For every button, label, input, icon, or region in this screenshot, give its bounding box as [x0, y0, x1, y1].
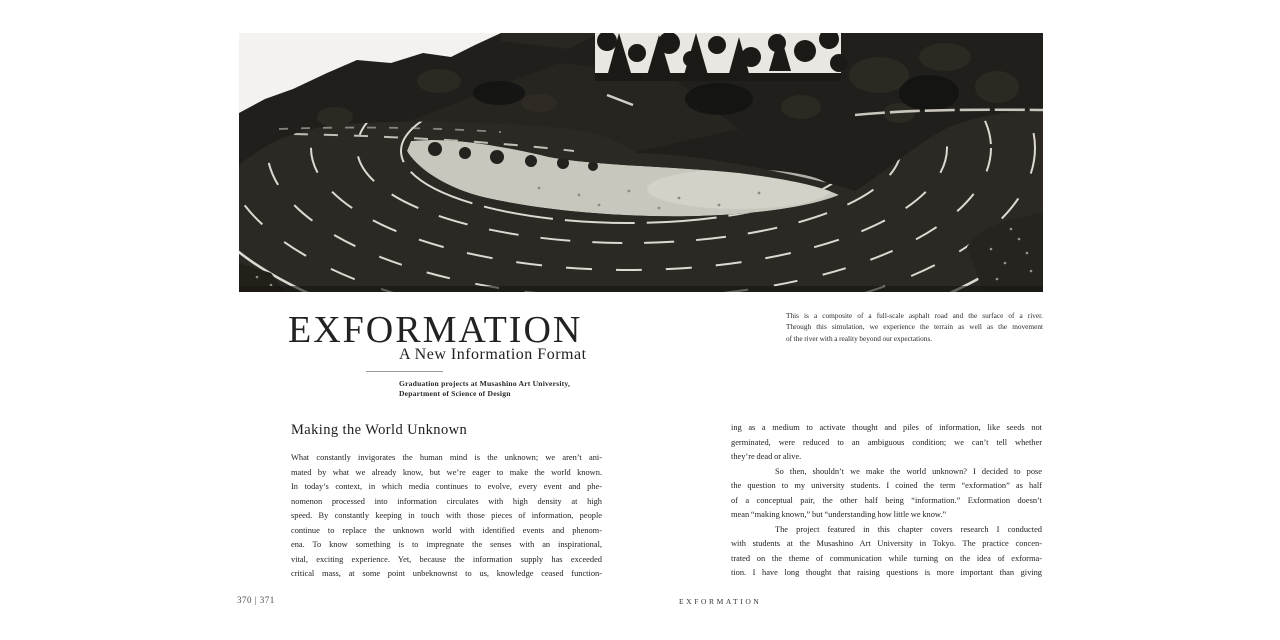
text-line: speed. By constantly keeping in touch with those pieces of information, people	[291, 511, 602, 521]
text-line: germinated, were reduced to an ambiguous condition; we can’t tell whether	[731, 437, 1042, 447]
text-line: The project featured in this chapter covers research I conducted	[775, 524, 1042, 534]
text-line: Graduation projects at Musashino Art University,	[399, 379, 571, 388]
body-column-right	[731, 421, 1042, 581]
text-line: with students at the Musashino Art University in Tokyo. The practice concen-	[731, 539, 1042, 549]
text-line: In today’s context, in which media continues to evolve, every event and phe-	[291, 482, 602, 492]
photo-bottom-shadow	[239, 286, 1043, 292]
text-line: trated on the theme of communication while turning on the idea of exforma-	[731, 553, 1042, 563]
body-column-left	[291, 451, 602, 582]
photo-caption	[786, 310, 1043, 344]
text-line: vital, exciting experience. Yet, because the information supply has exceeded	[291, 554, 602, 564]
text-line: of the river with a reality beyond our expectations.	[786, 333, 933, 343]
text-line: continue to replace the unknown world with identified events and phenom-	[291, 525, 602, 535]
text-line: ena. To know something is to impregnate the senses with an inspirational,	[291, 540, 602, 550]
chapter-subtitle: A New Information Format	[399, 346, 587, 363]
road-photo-illustration	[239, 33, 1043, 292]
title-rule-divider	[366, 371, 443, 372]
section-heading: Making the World Unknown	[291, 422, 468, 438]
text-line: of a conceptual pair, the other half being “information.” Exformation doesn’t	[731, 495, 1042, 505]
text-line: Through this simulation, we experience the terrain as well as the movement	[786, 322, 1043, 332]
text-line: nomenon processed into information circulates with high density at high	[291, 496, 602, 506]
text-line: mean “making known,” but “understanding how little we know.”	[731, 510, 947, 520]
running-footer-title: EXFORMATION	[679, 597, 762, 606]
chapter-title: EXFORMATION	[288, 309, 583, 351]
text-line: they’re dead or alive.	[731, 452, 802, 462]
page-numbers: 370 | 371	[237, 595, 275, 605]
text-line: Department of Science of Design	[399, 388, 511, 398]
credit-lines	[399, 379, 570, 398]
text-line: This is a composite of a full-scale asphalt road and the surface of a river.	[786, 311, 1043, 320]
text-line: tion. I have long thought that raising questions is more important than giving	[731, 568, 1042, 578]
text-line: critical mass, at some point unbeknownst to us, knowledge ceased function-	[291, 569, 602, 579]
text-line: ing as a medium to activate thought and piles of information, like seeds not	[731, 423, 1042, 432]
text-line: What constantly invigorates the human mind is the unknown; we aren’t ani-	[291, 453, 602, 462]
text-line: So then, shouldn’t we make the world unknown? I decided to pose	[775, 466, 1042, 476]
road-photo	[239, 33, 1043, 292]
text-line: the question to my university students. I coined the term “exformation” as half	[731, 481, 1042, 491]
text-line: mated by what we already know, but we’re eager to make the world known.	[291, 467, 602, 477]
